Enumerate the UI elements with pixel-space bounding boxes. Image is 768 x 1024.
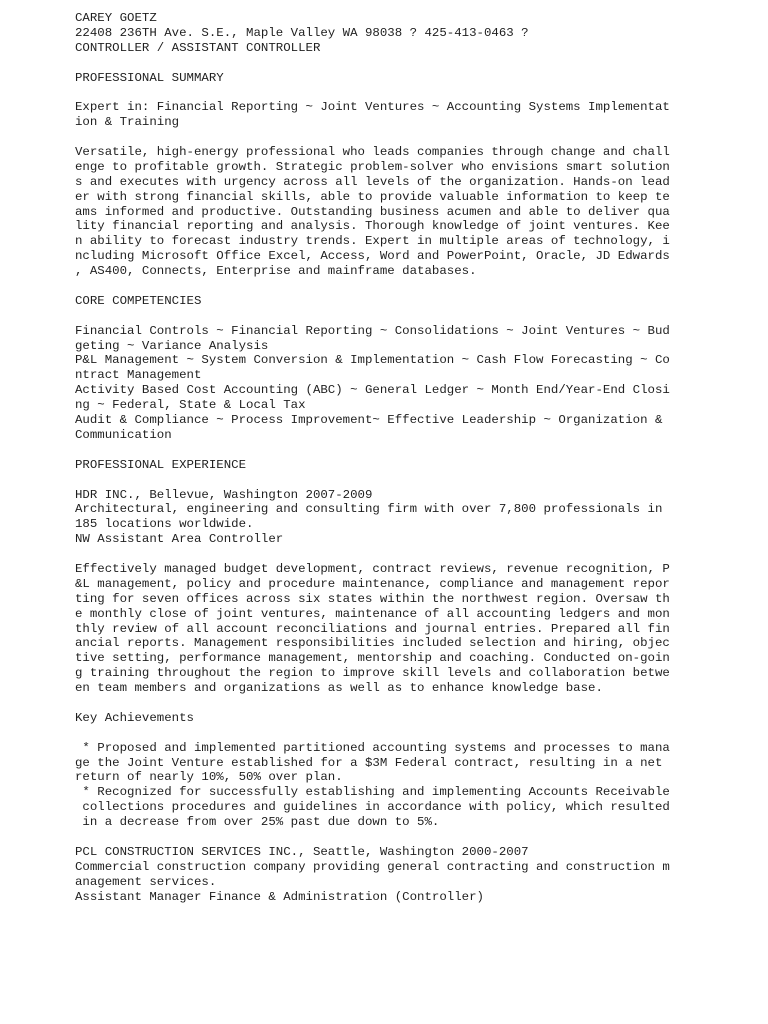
document-line: g training throughout the region to improve skill levels and collaboration betwe	[75, 666, 670, 681]
document-line: enge to profitable growth. Strategic problem-solver who envisions smart solution	[75, 159, 670, 174]
document-line: ting for seven offices across six states within the northwest region. Oversaw th	[75, 591, 670, 606]
document-line: PROFESSIONAL SUMMARY	[75, 70, 224, 85]
document-line: n ability to forecast industry trends. Expert in multiple areas of technology, i	[75, 234, 670, 249]
document-line: geting ~ Variance Analysis	[75, 338, 269, 353]
document-line: return of nearly 10%, 50% over plan.	[75, 770, 343, 785]
document-line: CONTROLLER / ASSISTANT CONTROLLER	[75, 40, 321, 55]
document-line: Effectively managed budget development, contract reviews, revenue recognition, P	[75, 561, 670, 576]
document-line: ge the Joint Venture established for a $3M Federal contract, resulting in a net	[75, 755, 663, 770]
document-line	[75, 696, 670, 711]
document-line	[75, 279, 670, 294]
document-line: PROFESSIONAL EXPERIENCE	[75, 457, 247, 472]
document-line: Financial Controls ~ Financial Reporting ~ Consolidations ~ Joint Ventures ~ Bud	[75, 323, 670, 338]
document-line: NW Assistant Area Controller	[75, 532, 284, 547]
document-line	[75, 830, 670, 845]
document-line: P&L Management ~ System Conversion & Implementation ~ Cash Flow Forecasting ~ Co	[75, 353, 670, 368]
document-line: Expert in: Financial Reporting ~ Joint Ventures ~ Accounting Systems Implementat	[75, 100, 670, 115]
document-line: ncluding Microsoft Office Excel, Access, Word and PowerPoint, Oracle, JD Edwards	[75, 249, 670, 264]
document-line: er with strong financial skills, able to provide valuable information to keep te	[75, 189, 670, 204]
document-line: * Recognized for successfully establishing and implementing Accounts Receivable	[75, 785, 670, 800]
document-line: en team members and organizations as well as to enhance knowledge base.	[75, 681, 603, 696]
document-line: ancial reports. Management responsibilities included selection and hiring, objec	[75, 636, 670, 651]
document-line: Activity Based Cost Accounting (ABC) ~ General Ledger ~ Month End/Year-End Closi	[75, 383, 670, 398]
document-line: * Proposed and implemented partitioned accounting systems and processes to mana	[75, 740, 670, 755]
document-line: &L management, policy and procedure maintenance, compliance and management repor	[75, 576, 670, 591]
document-line: in a decrease from over 25% past due down to 5%.	[75, 815, 440, 830]
document-line	[75, 726, 670, 741]
document-line: Versatile, high-energy professional who leads companies through change and chall	[75, 145, 670, 160]
document-line	[75, 547, 670, 562]
document-line: Assistant Manager Finance & Administration (Controller)	[75, 889, 484, 904]
document-line: HDR INC., Bellevue, Washington 2007-2009	[75, 487, 373, 502]
document-line: CORE COMPETENCIES	[75, 293, 202, 308]
document-line: PCL CONSTRUCTION SERVICES INC., Seattle, Washington 2000-2007	[75, 844, 529, 859]
document-line: ntract Management	[75, 368, 202, 383]
document-line: ams informed and productive. Outstanding business acumen and able to deliver qua	[75, 204, 670, 219]
document-line: collections procedures and guidelines in accordance with policy, which resulted	[75, 800, 670, 815]
document-line: lity financial reporting and analysis. Thorough knowledge of joint ventures. Kee	[75, 219, 670, 234]
document-line: ng ~ Federal, State & Local Tax	[75, 398, 306, 413]
resume-text	[75, 11, 670, 904]
document-line	[75, 130, 670, 145]
document-line: 185 locations worldwide.	[75, 517, 254, 532]
document-line	[75, 85, 670, 100]
document-line: Key Achievements	[75, 710, 194, 725]
document-line: e monthly close of joint ventures, maintenance of all accounting ledgers and mon	[75, 606, 670, 621]
document-line: tive setting, performance management, mentorship and coaching. Conducted on-goin	[75, 651, 670, 666]
document-line	[75, 473, 670, 488]
document-line: CAREY GOETZ	[75, 11, 157, 25]
document-line: Commercial construction company providing general contracting and construction m	[75, 859, 670, 874]
document-line: Communication	[75, 427, 172, 442]
document-line	[75, 56, 670, 71]
document-line	[75, 443, 670, 458]
document-line: Architectural, engineering and consulting firm with over 7,800 professionals in	[75, 502, 663, 517]
document-line: 22408 236TH Ave. S.E., Maple Valley WA 98038 ? 425-413-0463 ?	[75, 25, 529, 40]
document-line: anagement services.	[75, 874, 217, 889]
document-line: Audit & Compliance ~ Process Improvement~ Effective Leadership ~ Organization &	[75, 413, 663, 428]
document-line: thly review of all account reconciliations and journal entries. Prepared all fin	[75, 621, 670, 636]
document-line: , AS400, Connects, Enterprise and mainframe databases.	[75, 264, 477, 279]
document-line: ion & Training	[75, 115, 180, 130]
document-line: s and executes with urgency across all levels of the organization. Hands-on lead	[75, 174, 670, 189]
document-line	[75, 309, 670, 324]
